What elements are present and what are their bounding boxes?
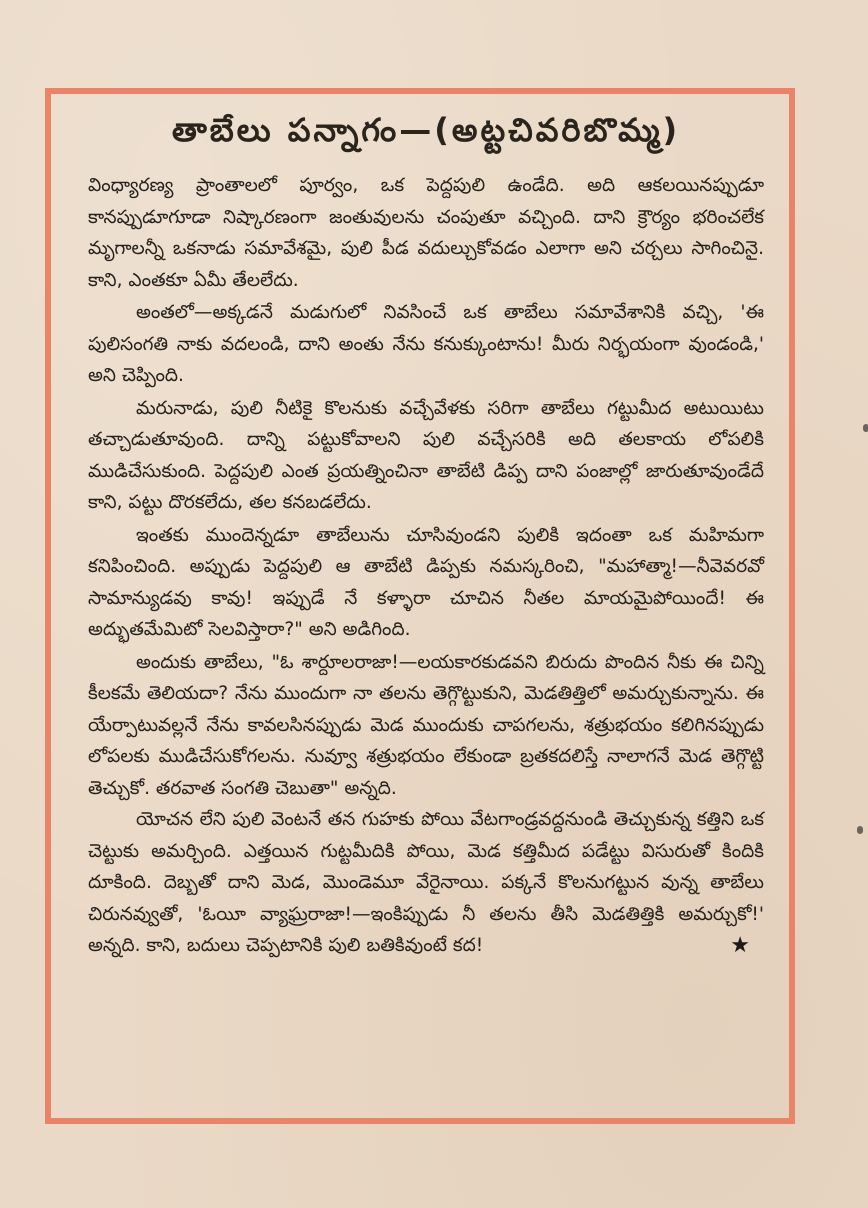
final-paragraph-wrapper bbox=[88, 804, 764, 962]
story-paragraph-5: అందుకు తాబేలు, "ఓ శార్దూలరాజా!—లయకారకుడవని బిరుదు పొందిన నీకు ఈ చిన్ని కీలకమే తెలియదా? నేను ముందుగా నా తలను తెగ్గొట్టుకుని, మెడతిత్తిలో అమర్చుకున్నాను. ఈ యేర్పాటువల్లనే నేను కావలసినప్పుడు మెడ ముందుకు చాపగలను, శత్రుభయం కలిగినప్పుడు లోపలకు ముడిచేసుకోగలను. నువ్వూ శత్రుభయం లేకుండా బ్రతకదలిస్తే నాలాగనే మెడ తెగ్గొట్టి తెచ్చుకో. తరవాత సంగతి చెబుతా" అన్నది. bbox=[88, 651, 764, 799]
story-paragraph-6: యోచన లేని పులి వెంటనే తన గుహకు పోయి వేటగాండ్రవద్దనుండి తెచ్చుకున్న కత్తిని ఒక చెట్టుకు అమర్చింది. ఎత్తయిన గుట్టమీదికి పోయి, మెడ కత్తిమీద పడేట్టు విసురుతో కిందికి దూకింది. దెబ్బతో దాని మెడ, మొండెమూ వేరైనాయి. పక్కనే కొలనుగట్టున వున్న తాబేలు చిరునవ్వుతో, 'ఓయీ వ్యాఘ్రరాజా!—ఇంకిప్పుడు నీ తలను తీసి మెడతిత్తికి అమర్చుకో!' అన్నది. కాని, బదులు చెప్పటానికి పులి బతికివుంటే కద! bbox=[88, 809, 764, 956]
story-paragraph-4: ఇంతకు ముందెన్నడూ తాబేలును చూసివుండని పులికి ఇదంతా ఒక మహిమగా కనిపించింది. అప్పుడు పెద్దపులి ఆ తాబేటి డిప్పకు నమస్కరించి, "మహాత్మా!—నీవెవరవో సామాన్యుడవు కావు! ఇప్పుడే నే కళ్ళారా చూచిన నీతల మాయమైపోయిందే! ఈ అద్భుతమేమిటో సెలవిస్తారా?" అని అడిగింది. bbox=[88, 524, 764, 640]
story-paragraph-1: వింధ్యారణ్య ప్రాంతాలలో పూర్వం, ఒక పెద్దపులి ఉండేది. అది ఆకలయినప్పుడూ కానప్పుడూగూడా నిష్కారణంగా జంతువులను చంపుతూ వచ్చింది. దాని క్రౌర్యం భరించలేక మృగాలన్నీ ఒకనాడు సమావేశమై, పులి పీడ వదుల్చుకోవడం ఎలాగా అని చర్చలు సాగించినై. కాని, ఎంతకూ ఏమీ తేలలేదు. bbox=[88, 175, 764, 291]
end-star-icon: ★ bbox=[730, 932, 750, 958]
paper-speck bbox=[863, 424, 868, 432]
story-paragraph-2: అంతలో—అక్కడనే మడుగులో నివసించే ఒక తాబేలు సమావేశానికి వచ్చి, 'ఈ పులిసంగతి నాకు వదలండి, దాని అంతు నేను కనుక్కుంటాను! మీరు నిర్భయంగా వుండండి,' అని చెప్పింది. bbox=[88, 302, 764, 386]
paper-speck bbox=[857, 826, 863, 834]
story-paragraph-3: మరునాడు, పులి నీటికై కొలనుకు వచ్చేవేళకు సరిగా తాబేలు గట్టుమీద అటుయిటు తచ్చాడుతూవుంది. దాన్ని పట్టుకోవాలని పులి వచ్చేసరికి అది తలకాయ లోపలికి ముడిచేసుకుంది. పెద్దపులి ఎంత ప్రయత్నించినా తాబేటి డిప్ప దాని పంజాల్లో జారుతూవుండేదే కాని, పట్టు దొరకలేదు, తల కనబడలేదు. bbox=[88, 397, 764, 513]
story-content bbox=[88, 108, 764, 962]
story-title: తాబేలు పన్నాగం—(అట్టచివరిబొమ్మ) bbox=[171, 111, 681, 149]
